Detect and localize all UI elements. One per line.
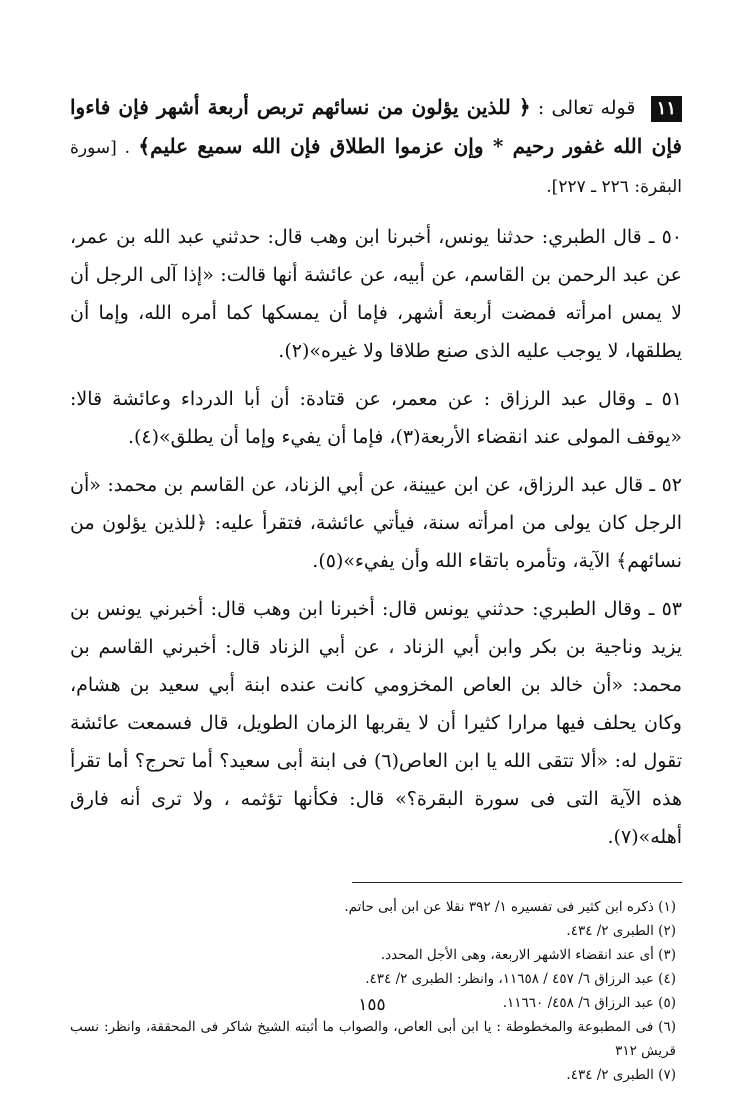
footnote-5: (٥) عبد الرزاق ٦/ ٤٥٨/ ١١٦٦٠.	[502, 995, 676, 1011]
footnote-3: (٣) أى عند انقضاء الاشهر الاربعة، وهى الأجل المحدد.	[380, 947, 676, 963]
quran-verse: ﴿ للذين يؤلون من نسائهم تربص أربعة أشهر فإن فاءوا فإن الله غفور رحيم * وإن عزموا الطلاق فإن الله سميع عليم﴾	[70, 95, 682, 158]
paragraph-51: ٥١ ـ وقال عبد الرزاق : عن معمر، عن قتادة: أن أبا الدرداء وعائشة قالا: «يوقف المولى عند انقضاء الأربعة(٣)، فإما أن يفيء وإما أن يطلق»(٤).	[70, 388, 682, 448]
paragraph-53: ٥٣ ـ وقال الطبري: حدثني يونس قال: أخبرنا ابن وهب قال: أخبرني يونس بن يزيد وناجية بن بكر وابن أبي الزناد ، عن أبي الزناد قال: أخبرني القاسم بن محمد: «أن خالد بن العاص المخزومي كانت عنده ابنة أبي سعيد بن هشام، وكان يحلف فيها مرارا كثيرا أن لا يقربها الزمان الطويل، قال فسمعت عائشة تقول له: «ألا تتقى الله يا ابن العاص(٦) فى ابنة أبى سعيد؟ أما تحرج؟ أما تقرأ هذه الآية التى فى سورة البقرة؟» قال: فكأنها تؤثمه ، ولا ترى أنه فارق أهله»(٧).	[70, 598, 682, 848]
page-number: ١٥٥	[358, 995, 386, 1015]
footnotes	[70, 895, 682, 1087]
heading	[70, 88, 682, 206]
footnote-1: (١) ذكره ابن كثير فى تفسيره ١/ ٣٩٢ نقلا عن ابن أبى حاتم.	[344, 899, 676, 915]
footnote-divider	[352, 882, 682, 883]
section-number-badge: ١١	[651, 96, 682, 122]
heading-intro: قوله تعالى :	[537, 97, 636, 119]
footnote-7: (٧) الطبرى ٢/ ٤٣٤.	[566, 1067, 676, 1083]
footnote-4: (٤) عبد الرزاق ٦/ ٤٥٧ / ١١٦٥٨، وانظر: الطبرى ٢/ ٤٣٤.	[365, 971, 676, 987]
paragraph-50: ٥٠ ـ قال الطبري: حدثنا يونس، أخبرنا ابن وهب قال: حدثني عبد الله بن عمر، عن عبد الرحمن بن القاسم، عن أبيه، عن عائشة أنها قالت: «إذا آلى الرجل أن لا يمس امرأته فمضت أربعة أشهر، فإما أن يمسكها كما أمره الله، وإما أن يطلقها، لا يوجب عليه الذى صنع طلاقا ولا غيره»(٢).	[70, 226, 682, 362]
footnote-2: (٢) الطبرى ٢/ ٤٣٤.	[566, 923, 676, 939]
footnote-6: (٦) فى المطبوعة والمخطوطة : يا ابن أبى العاص، والصواب ما أثبته الشيخ شاكر فى المحققة، وانظر: نسب قريش ٣١٢	[70, 1019, 676, 1059]
surah-reference: . [سورة البقرة: ٢٢٦ ـ ٢٢٧].	[70, 138, 682, 197]
paragraph-52: ٥٢ ـ قال عبد الرزاق، عن ابن عيينة، عن أبي الزناد، عن القاسم بن محمد: «أن الرجل كان يولى من امرأته سنة، فيأتي عائشة، فتقرأ عليه: ﴿للذين يؤلون من نسائهم﴾ الآية، وتأمره باتقاء الله وأن يفيء»(٥).	[70, 474, 682, 572]
